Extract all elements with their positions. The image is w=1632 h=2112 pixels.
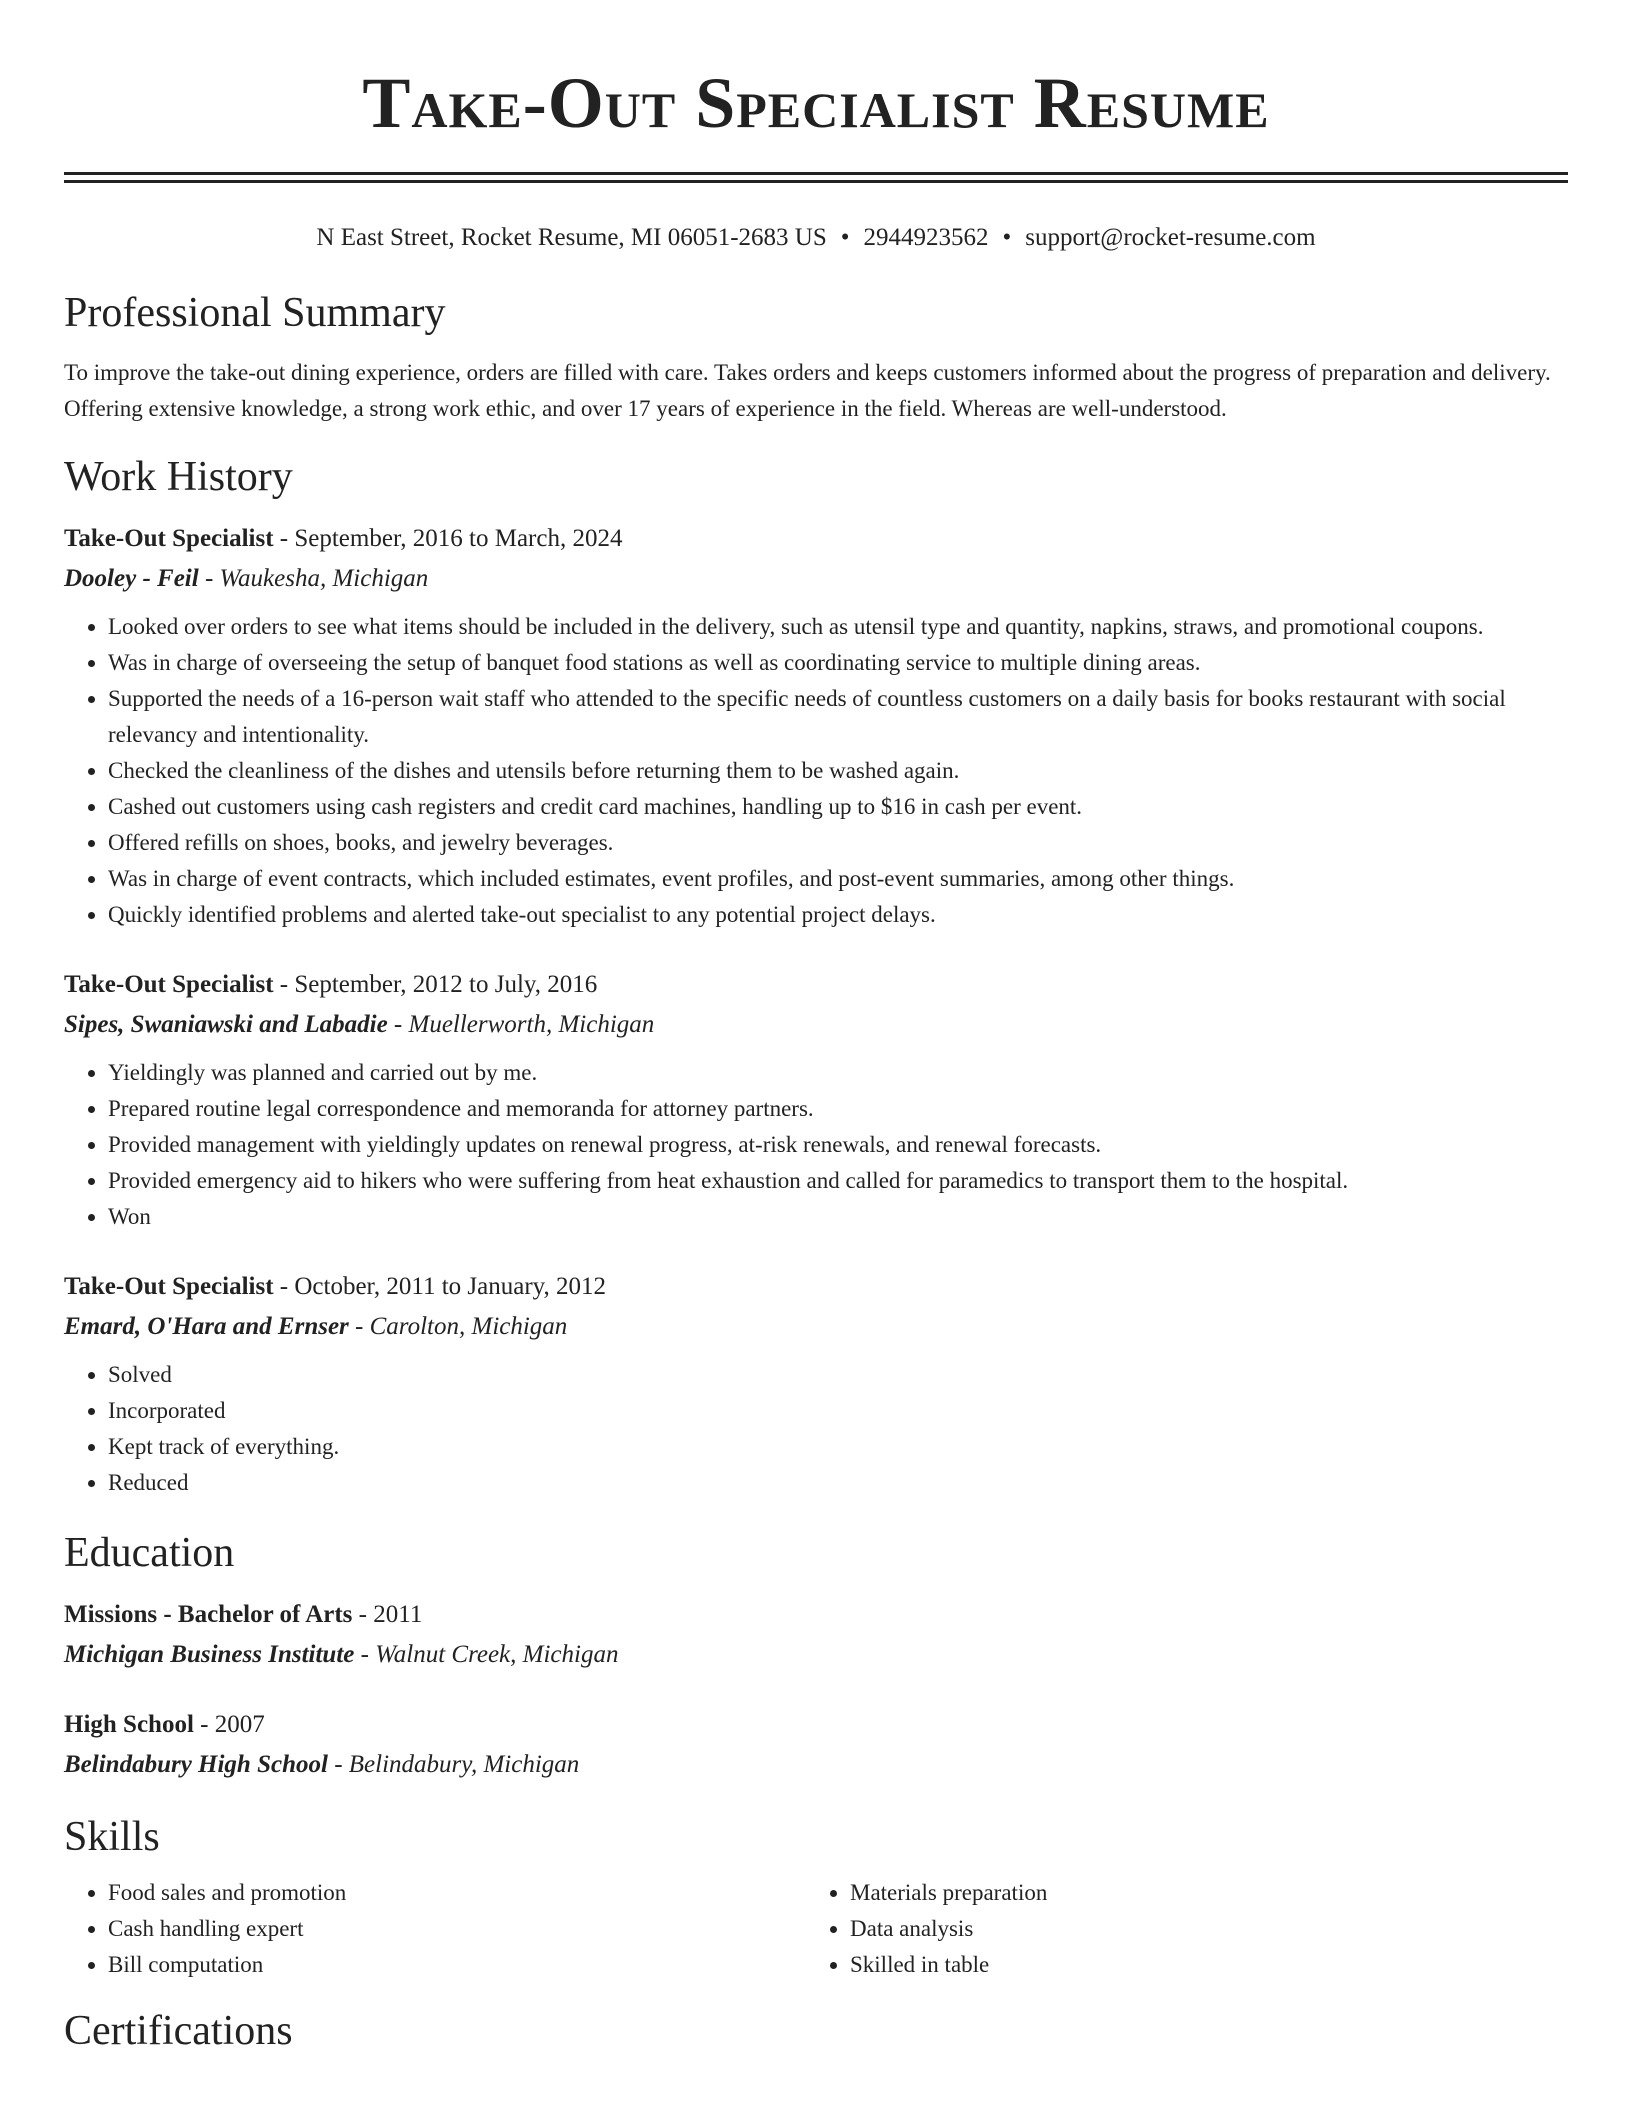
education-entry xyxy=(64,1705,1568,1785)
skills-column-left xyxy=(64,1875,806,1983)
skill-item: • Materials preparation xyxy=(850,1875,1548,1911)
job-location: - Muellerworth, Michigan xyxy=(387,1011,655,1038)
skills-heading: Skills xyxy=(64,1814,160,1860)
school-line xyxy=(64,1745,1568,1785)
job-bullet: • Was in charge of event contracts, which included estimates, event profiles, and post-event summaries, among other things. xyxy=(108,861,1568,897)
job-bullet: • Supported the needs of a 16-person wait staff who attended to the specific needs of countless customers on a daily basis for books restaurant with social relevancy and intentionality. xyxy=(108,681,1568,753)
job-entry xyxy=(64,1267,1568,1501)
skills-bullets xyxy=(64,1875,806,1983)
job-dates: - September, 2012 to July, 2016 xyxy=(273,971,598,998)
contact-separator: • xyxy=(1002,224,1012,251)
school-location: - Walnut Creek, Michigan xyxy=(354,1641,619,1668)
job-bullet: • Cashed out customers using cash registers and credit card machines, handling up to $16 in cash per event. xyxy=(108,789,1568,825)
job-bullet: • Provided emergency aid to hikers who were suffering from heat exhaustion and called for paramedics to transport them to the hospital. xyxy=(108,1163,1568,1199)
job-bullet: • Incorporated xyxy=(108,1393,1568,1429)
job-bullet: • Was in charge of overseeing the setup of banquet food stations as well as coordinating service to multiple dining areas. xyxy=(108,645,1568,681)
job-bullet: • Prepared routine legal correspondence and memoranda for attorney partners. xyxy=(108,1091,1568,1127)
job-company-line xyxy=(64,1307,1568,1347)
job-company: Dooley - Feil xyxy=(64,565,199,592)
job-location: - Carolton, Michigan xyxy=(348,1313,568,1340)
contact-phone: 2944923562 xyxy=(863,224,989,251)
resume-title: Take-Out Specialist Resume xyxy=(362,63,1270,143)
job-company: Sipes, Swaniawski and Labadie xyxy=(64,1011,388,1038)
skills-bullets xyxy=(806,1875,1548,1983)
title-double-rule xyxy=(64,172,1568,183)
contact-email: support@rocket-resume.com xyxy=(1025,224,1316,251)
skills-list xyxy=(64,1875,1568,1983)
skills-column-right xyxy=(806,1875,1548,1983)
job-bullet: • Solved xyxy=(108,1357,1568,1393)
certifications-heading: Certifications xyxy=(64,2008,293,2054)
job-title: Take-Out Specialist xyxy=(64,971,274,998)
contact-separator: • xyxy=(840,224,850,251)
skill-item: • Data analysis xyxy=(850,1911,1548,1947)
contact-line xyxy=(64,221,1568,255)
job-bullets xyxy=(64,1357,1568,1501)
job-dates: - September, 2016 to March, 2024 xyxy=(273,525,623,552)
education-entry xyxy=(64,1595,1568,1675)
job-bullets xyxy=(64,609,1568,933)
job-company-line xyxy=(64,1005,1568,1045)
skill-item: • Bill computation xyxy=(108,1947,806,1983)
school-line xyxy=(64,1635,1568,1675)
degree-line xyxy=(64,1595,1568,1635)
graduation-year: - 2011 xyxy=(352,1601,423,1628)
job-title-line xyxy=(64,519,1568,559)
job-title-line xyxy=(64,965,1568,1005)
job-bullets xyxy=(64,1055,1568,1235)
job-bullet: • Won xyxy=(108,1199,1568,1235)
contact-address: N East Street, Rocket Resume, MI 06051-2683 US xyxy=(316,224,827,251)
skill-item: • Food sales and promotion xyxy=(108,1875,806,1911)
job-bullet: • Offered refills on shoes, books, and jewelry beverages. xyxy=(108,825,1568,861)
summary-text: To improve the take-out dining experience, orders are filled with care. Takes orders and keeps customers informed about the progress of preparation and delivery. Offering extensive knowledge, a strong work ethic, and over 17 years of experience in the field. Whereas are well-understood. xyxy=(64,360,1551,421)
skill-item: • Cash handling expert xyxy=(108,1911,806,1947)
job-bullet: • Checked the cleanliness of the dishes and utensils before returning them to be washed again. xyxy=(108,753,1568,789)
job-company: Emard, O'Hara and Ernser xyxy=(64,1313,349,1340)
degree: Missions - Bachelor of Arts xyxy=(64,1601,353,1628)
job-bullet: • Quickly identified problems and alerted take-out specialist to any potential project delays. xyxy=(108,897,1568,933)
summary-heading: Professional Summary xyxy=(64,290,446,336)
job-bullet: • Looked over orders to see what items should be included in the delivery, such as utensil type and quantity, napkins, straws, and promotional coupons. xyxy=(108,609,1568,645)
job-entry xyxy=(64,965,1568,1235)
job-bullet: • Yieldingly was planned and carried out by me. xyxy=(108,1055,1568,1091)
skill-item: • Skilled in table xyxy=(850,1947,1548,1983)
school-location: - Belindabury, Michigan xyxy=(327,1751,580,1778)
job-bullet: • Kept track of everything. xyxy=(108,1429,1568,1465)
job-location: - Waukesha, Michigan xyxy=(198,565,429,592)
degree-line xyxy=(64,1705,1568,1745)
school-name: Belindabury High School xyxy=(64,1751,328,1778)
job-title: Take-Out Specialist xyxy=(64,525,274,552)
job-company-line xyxy=(64,559,1568,599)
job-title: Take-Out Specialist xyxy=(64,1273,274,1300)
school-name: Michigan Business Institute xyxy=(64,1641,355,1668)
job-entry xyxy=(64,519,1568,933)
job-title-line xyxy=(64,1267,1568,1307)
graduation-year: - 2007 xyxy=(193,1711,265,1738)
job-bullet: • Provided management with yieldingly updates on renewal progress, at-risk renewals, and renewal forecasts. xyxy=(108,1127,1568,1163)
job-bullet: • Reduced xyxy=(108,1465,1568,1501)
education-heading: Education xyxy=(64,1530,235,1576)
degree: High School xyxy=(64,1711,194,1738)
work-history-heading: Work History xyxy=(64,454,293,500)
job-dates: - October, 2011 to January, 2012 xyxy=(273,1273,607,1300)
